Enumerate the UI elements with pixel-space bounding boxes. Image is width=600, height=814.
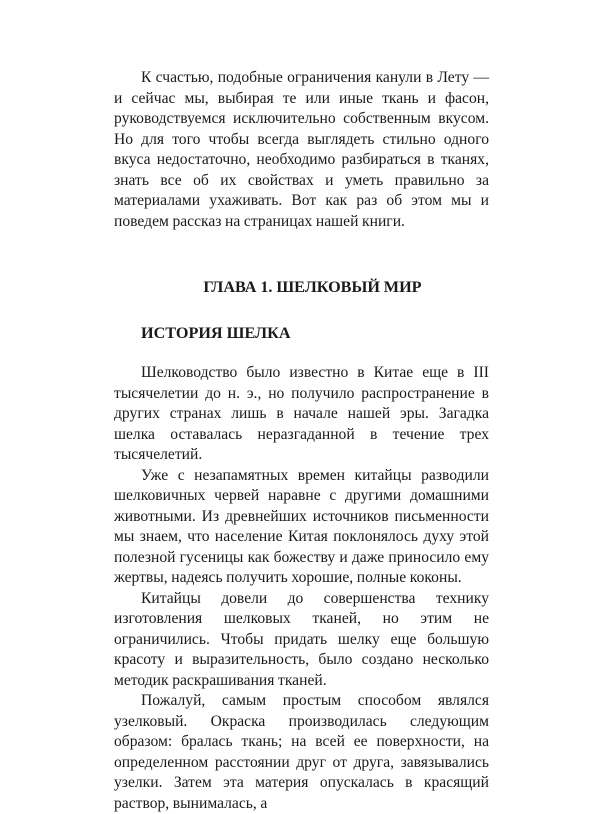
book-page [114,68,489,814]
intro-paragraph: К счастью, подобные ограничения канули в Лету — и сейчас мы, выбирая те или иные ткань и фасон, руководствуемся исключительно собственным вкусом. Но для того чтобы всегда выглядеть стильно одного вкуса недостаточно, необходимо разбираться в тканях, знать все об их свойствах и уметь правильно за материалами ухаживать. Вот как раз об этом мы и поведем рассказ на страницах нашей книги. [114,69,489,230]
chapter-title: ГЛАВА 1. ШЕЛКОВЫЙ МИР [203,278,422,296]
paragraph-2: Уже с незапамятных времен китайцы разводили шелковичных червей наравне с другими домашними животными. Из древнейших источников письменности мы знаем, что население Китая поклонялось духу этой полезной гусеницы как божеству и даже приносило ему жертвы, надеясь получить хорошие, полные коконы. [114,466,489,586]
section-body [114,363,489,814]
paragraph-1: Шелководство было известно в Китае еще в III тысячелетии до н. э., но получило распространение в других странах лишь в начале нашей эры. Загадка шелка оставалась неразгаданной в течение трех тысячелетий. [114,364,489,463]
section-title: ИСТОРИЯ ШЕЛКА [141,324,291,342]
paragraph-3: Китайцы довели до совершенства технику изготовления шелковых тканей, но этим не ограничились. Чтобы придать шелку еще большую красоту и выразительность, было создано несколько методик раскрашивания тканей. [114,589,489,689]
paragraph-4: Пожалуй, самым простым способом являлся узелковый. Окраска производилась следующим образом: бралась ткань; на всей ее поверхности, на определенном расстоянии друг от друга, завязывались узелки. Затем эта материя опускалась в красящий раствор, вынималась, а [114,692,489,812]
